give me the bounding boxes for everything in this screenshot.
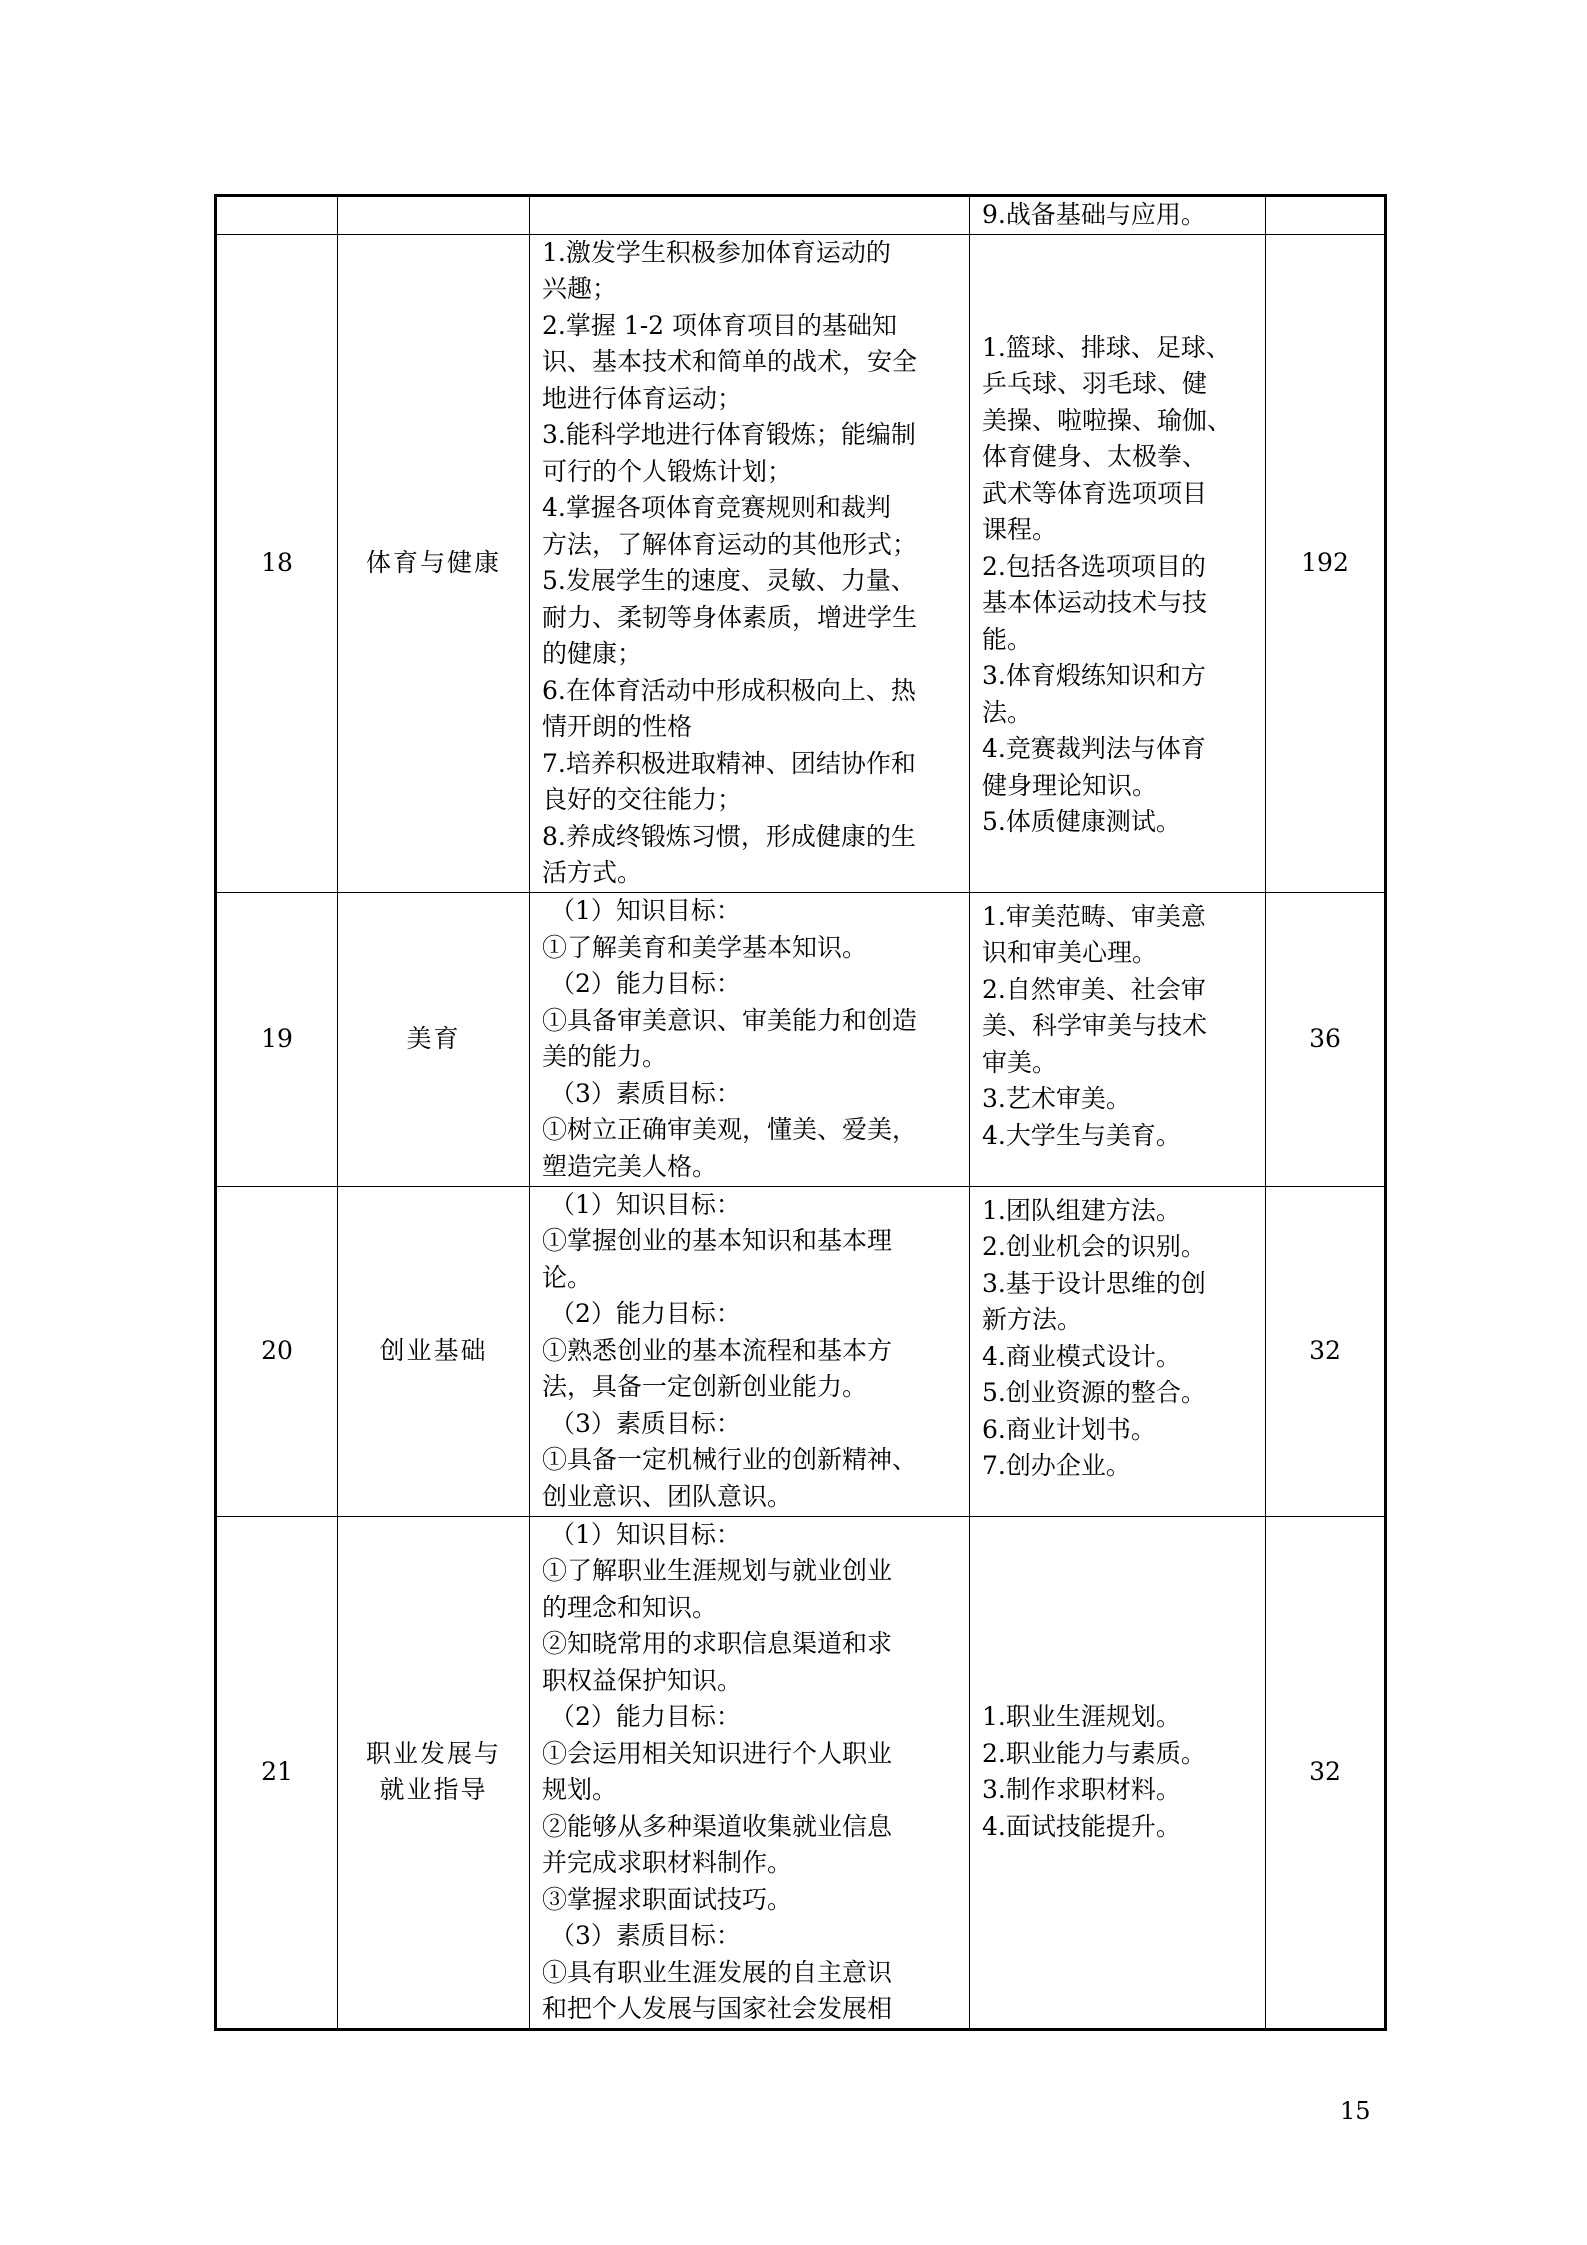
course-goal-line: ①会运用相关知识进行个人职业: [542, 1738, 893, 1768]
course-content-line: 3.体育煅练知识和方: [982, 661, 1206, 690]
course-goal-line: 兴趣；: [542, 274, 618, 303]
course-content-line: 1.团队组建方法。: [982, 1195, 1181, 1225]
course-number-cell: [216, 892, 338, 1186]
course-goal-line: ①掌握创业的基本知识和基本理: [542, 1226, 893, 1256]
course-goal-line: 情开朗的性格: [542, 712, 693, 741]
course-goal-line: 并完成求职材料制作。: [542, 1848, 793, 1877]
course-content-line: 识和审美心理。: [982, 938, 1158, 967]
course-goal-line: 可行的个人锻炼计划；: [542, 456, 793, 486]
course-goal-cell: [530, 1186, 970, 1516]
course-goal-line: 的理念和知识。: [542, 1592, 718, 1622]
course-hours: 32: [1309, 1756, 1341, 1786]
course-goal-cell: [530, 1516, 970, 2029]
course-goal-cell: [530, 892, 970, 1186]
course-goal-line: （1）知识目标：: [542, 1519, 741, 1549]
course-goal-line: 和把个人发展与国家社会发展相: [542, 1994, 893, 2023]
course-content-line: 9.战备基础与应用。: [982, 200, 1206, 229]
course-name-line: 职业发展与: [365, 1738, 501, 1768]
course-goal-line: ①了解美育和美学基本知识。: [542, 932, 868, 962]
course-goal-line: 塑造完美人格。: [542, 1151, 718, 1181]
course-hours: 32: [1309, 1335, 1341, 1365]
course-goal-line: 1.激发学生积极参加体育运动的: [542, 237, 891, 267]
course-number: 20: [261, 1335, 293, 1365]
course-hours: 192: [1301, 547, 1349, 577]
course-hours-cell: [1266, 234, 1386, 892]
course-content-line: 4.竞赛裁判法与体育: [982, 734, 1206, 763]
page-number: 15: [1340, 2097, 1371, 2125]
course-goal-line: ②能够从多种渠道收集就业信息: [542, 1811, 893, 1841]
course-goal-line: 4.掌握各项体育竞赛规则和裁判: [542, 493, 891, 522]
course-content-line: 4.面试技能提升。: [982, 1811, 1181, 1841]
course-goal-line: 耐力、柔韧等身体素质，增进学生: [542, 602, 918, 632]
course-number: 19: [261, 1023, 293, 1053]
course-number-cell: [216, 196, 338, 235]
course-number: 18: [261, 547, 293, 577]
course-name-cell: [338, 234, 530, 892]
course-goal-line: 7.培养积极进取精神、团结协作和: [542, 748, 916, 778]
course-content-line: 4.大学生与美育。: [982, 1120, 1181, 1150]
course-content-cell: [970, 196, 1266, 235]
course-number: 21: [261, 1756, 293, 1786]
course-goal-line: 地进行体育运动；: [542, 383, 743, 413]
course-goal-line: （2）能力目标：: [542, 1299, 741, 1329]
table-row: [216, 196, 1386, 235]
course-goal-line: 2.掌握 1-2 项体育项目的基础知: [542, 310, 898, 340]
course-content-cell: [970, 892, 1266, 1186]
course-content-line: 5.创业资源的整合。: [982, 1378, 1206, 1407]
course-goal-line: 识、基本技术和简单的战术，安全: [542, 347, 918, 376]
course-goal-line: 职权益保护知识。: [542, 1665, 743, 1695]
course-hours-cell: [1266, 892, 1386, 1186]
course-content-line: 2.包括各选项项目的: [982, 551, 1206, 581]
course-goal-line: （2）能力目标：: [542, 969, 741, 998]
course-content-line: 新方法。: [982, 1305, 1083, 1334]
course-content-line: 1.篮球、排球、足球、: [982, 332, 1231, 362]
course-content-line: 1.审美范畴、审美意: [982, 901, 1206, 931]
course-goal-line: ①熟悉创业的基本流程和基本方: [542, 1335, 893, 1365]
course-content-line: 乒乓球、羽毛球、健: [982, 369, 1208, 398]
table-row: [216, 1516, 1386, 2029]
course-goal-line: ①具备一定机械行业的创新精神、: [542, 1445, 918, 1475]
course-content-line: 审美。: [982, 1047, 1058, 1077]
course-name-line: 创业基础: [379, 1335, 488, 1365]
course-name-line: 美育: [406, 1023, 461, 1053]
course-content-line: 3.制作求职材料。: [982, 1775, 1181, 1804]
course-goal-cell: [530, 234, 970, 892]
course-goal-line: （1）知识目标：: [542, 1189, 741, 1219]
course-goal-line: 良好的交往能力；: [542, 785, 743, 814]
course-hours-cell: [1266, 1186, 1386, 1516]
course-content-line: 1.职业生涯规划。: [982, 1702, 1181, 1731]
course-goal-line: ①具备审美意识、审美能力和创造: [542, 1005, 918, 1035]
course-content-line: 武术等体育选项项目: [982, 478, 1208, 508]
course-goal-line: （3）素质目标：: [542, 1408, 741, 1438]
course-goal-line: 活方式。: [542, 858, 643, 887]
course-goal-line: ③掌握求职面试技巧。: [542, 1884, 793, 1914]
course-goal-line: 规划。: [542, 1775, 618, 1804]
course-goal-line: （2）能力目标：: [542, 1702, 741, 1731]
course-goal-line: 创业意识、团队意识。: [542, 1481, 793, 1511]
course-goal-line: 法，具备一定创新创业能力。: [542, 1372, 868, 1402]
course-content-line: 能。: [982, 624, 1033, 654]
course-content-line: 2.职业能力与素质。: [982, 1738, 1206, 1768]
table-row: [216, 892, 1386, 1186]
course-name-line: 就业指导: [379, 1775, 488, 1804]
course-goal-line: 3.能科学地进行体育锻炼；能编制: [542, 420, 916, 449]
course-content-line: 美、科学审美与技术: [982, 1011, 1208, 1040]
course-goal-line: （1）知识目标：: [542, 896, 741, 925]
course-content-line: 4.商业模式设计。: [982, 1341, 1181, 1371]
course-content-line: 6.商业计划书。: [982, 1414, 1156, 1444]
course-number-cell: [216, 1186, 338, 1516]
course-name-cell: [338, 892, 530, 1186]
course-content-line: 体育健身、太极拳、: [982, 442, 1208, 471]
course-goal-line: （3）素质目标：: [542, 1078, 741, 1108]
course-number-cell: [216, 1516, 338, 2029]
course-goal-line: ①具有职业生涯发展的自主意识: [542, 1957, 893, 1987]
course-goal-line: 方法，了解体育运动的其他形式；: [542, 529, 918, 559]
course-goal-line: 8.养成终锻炼习惯，形成健康的生: [542, 821, 916, 851]
course-goal-line: 6.在体育活动中形成积极向上、热: [542, 675, 916, 705]
course-goal-line: 论。: [542, 1262, 593, 1292]
course-content-line: 7.创办企业。: [982, 1451, 1131, 1480]
course-content-cell: [970, 234, 1266, 892]
course-name-cell: [338, 196, 530, 235]
course-content-line: 基本体运动技术与技: [982, 588, 1208, 617]
table-row: [216, 234, 1386, 892]
course-content-cell: [970, 1516, 1266, 2029]
course-content-line: 课程。: [982, 515, 1058, 544]
course-content-cell: [970, 1186, 1266, 1516]
table-row: [216, 1186, 1386, 1516]
course-hours: 36: [1309, 1023, 1341, 1053]
course-goal-cell: [530, 196, 970, 235]
course-hours-cell: [1266, 196, 1386, 235]
course-table-body: [216, 196, 1386, 2030]
course-goal-line: ②知晓常用的求职信息渠道和求: [542, 1629, 893, 1658]
course-content-line: 3.基于设计思维的创: [982, 1268, 1206, 1298]
course-table: [214, 194, 1387, 2031]
course-name-cell: [338, 1186, 530, 1516]
course-hours-cell: [1266, 1516, 1386, 2029]
course-number-cell: [216, 234, 338, 892]
course-content-line: 5.体质健康测试。: [982, 807, 1181, 836]
course-content-line: 健身理论知识。: [982, 770, 1158, 800]
course-content-line: 2.创业机会的识别。: [982, 1232, 1206, 1261]
course-content-line: 美操、啦啦操、瑜伽、: [982, 405, 1233, 435]
course-goal-line: （3）素质目标：: [542, 1921, 741, 1950]
course-content-line: 2.自然审美、社会审: [982, 974, 1206, 1004]
course-goal-line: 5.发展学生的速度、灵敏、力量、: [542, 566, 916, 595]
course-content-line: 法。: [982, 697, 1033, 727]
course-goal-line: 美的能力。: [542, 1042, 668, 1071]
course-name-line: 体育与健康: [365, 547, 501, 577]
course-goal-line: ①树立正确审美观，懂美、爱美，: [542, 1115, 918, 1144]
course-goal-line: ①了解职业生涯规划与就业创业: [542, 1556, 893, 1585]
course-name-cell: [338, 1516, 530, 2029]
course-content-line: 3.艺术审美。: [982, 1084, 1131, 1113]
course-goal-line: 的健康；: [542, 639, 643, 668]
